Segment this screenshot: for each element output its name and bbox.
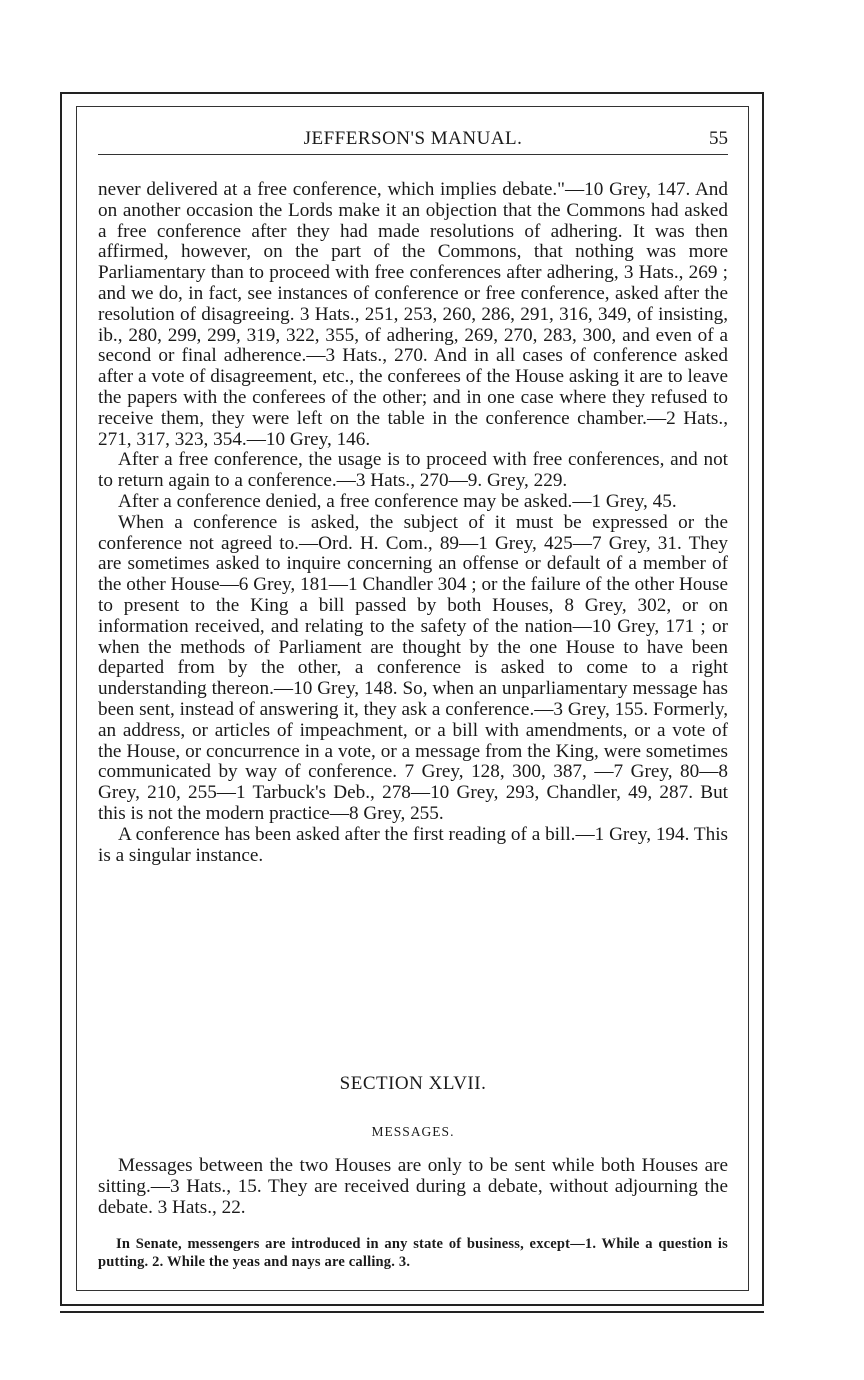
senate-note-text: In Senate, messengers are introduced in any state of business, except—1. While a question is putting. 2. While the yeas and nays are calling. 3. — [98, 1236, 728, 1270]
paragraph-after-free-conference: After a free conference, the usage is to proceed with free conferences, and not to return again to a conference.—3 Hats., 270—9. Grey, 229. — [98, 449, 728, 492]
senate-note — [98, 1236, 728, 1271]
paragraph-first-reading: A conference has been asked after the first reading of a bill.—1 Grey, 194. This is a singular instance. — [98, 823, 728, 866]
section-subheading: MESSAGES. — [371, 1124, 455, 1139]
messages-paragraph: Messages between the two Houses are only to be sent while both Houses are sitting.—3 Hats., 15. They are received during a debate, without adjourning the debate. 3 Hats., 22. — [98, 1155, 728, 1218]
paragraph-continued: never delivered at a free conference, which implies debate."—10 Grey, 147. And on another occasion the Lords make it an objection that the Commons had asked a free conference after they had made resolutions of adhering. It was then affirmed, however, on the part of the Commons, that nothing was more Parliamentary than to proceed with free conferences after adhering, 3 Hats., 269 ; and we do, in fact, see instances of conference or free conference, asked after the resolution of disagreeing. 3 Hats., 251, 253, 260, 286, 291, 316, 349, of insisting, ib., 280, 299, 299, 319, 322, 355, of adhering, 269, 270, 283, 300, and even of a second or final adherence.—3 Hats., 270. And in all cases of conference asked after a vote of disagreement, etc., the conferees of the House asking it are to leave the papers with the conferees of the other; and in one case where they refused to receive them, they were left on the table in the conference chamber.—2 Hats., 271, 317, 323, 354.—10 Grey, 146. — [98, 179, 728, 450]
paragraph-conference-asked: When a conference is asked, the subject of it must be expressed or the conference not agreed to.—Ord. H. Com., 89—1 Grey, 425—7 Grey, 31. They are sometimes asked to inquire concerning an offense or default of a member of the other House—6 Grey, 181—1 Chandler 304 ; or the failure of the other House to present to the King a bill passed by both Houses, 8 Grey, 302, or on information received, and relating to the safety of the nation—10 Grey, 171 ; or when the methods of Parliament are thought by the one House to have been departed from by the other, a conference is asked to come to a right understanding thereon.—10 Grey, 148. So, when an unparliamentary message has been sent, instead of answering it, they ask a conference.—3 Grey, 155. Formerly, an address, or articles of impeachment, or a bill with amendments, or a vote of the House, or concurrence in a vote, or a message from the King, were sometimes communicated by way of conference. 7 Grey, 128, 300, 387, —7 Grey, 80—8 Grey, 210, 255—1 Tarbuck's Deb., 278—10 Grey, 293, Chandler, 49, 287. But this is not the modern practice—8 Grey, 255. — [98, 511, 728, 824]
paragraph-conference-denied: After a conference denied, a free conference may be asked.—1 Grey, 45. — [118, 490, 677, 512]
section-text — [98, 1155, 728, 1218]
page-number: 55 — [709, 128, 728, 149]
page-header — [98, 128, 728, 155]
main-text — [98, 180, 728, 866]
section-heading: SECTION XLVII. — [339, 1073, 487, 1094]
running-head: JEFFERSON'S MANUAL. — [303, 128, 523, 149]
